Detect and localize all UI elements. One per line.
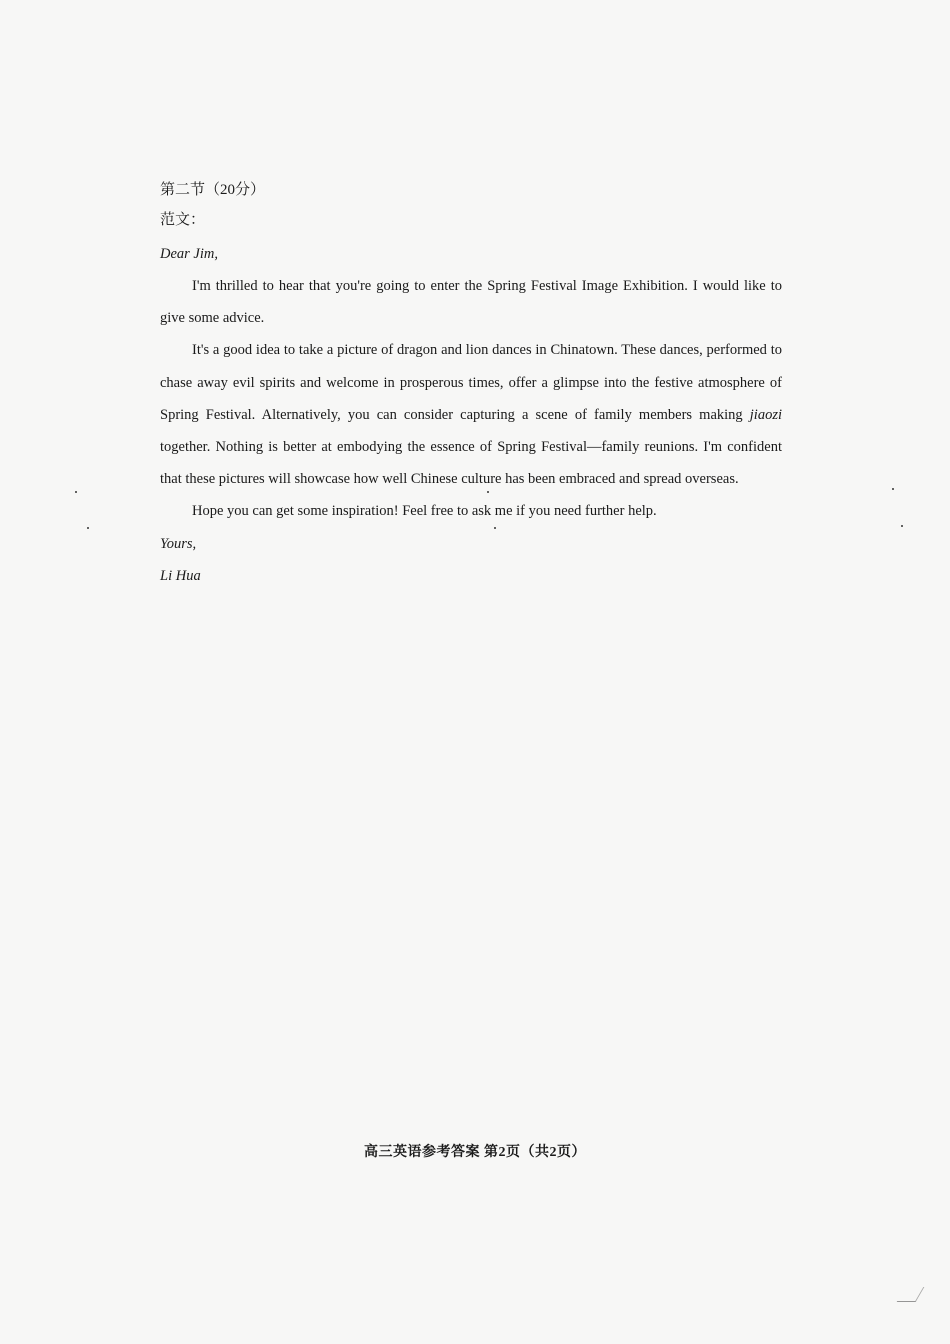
paragraph-2-text-b: together. Nothing is better at embodying the essence of Spring Festival—family reunions. I'm confident that these pictures will showcase how well Chinese culture has been embraced and spread overseas. xyxy=(160,439,782,488)
scan-speck xyxy=(75,491,77,493)
corner-scan-mark xyxy=(897,1287,925,1302)
letter-paragraph-2 xyxy=(160,334,782,495)
paragraph-2-text-a: It's a good idea to take a picture of dragon and lion dances in Chinatown. These dances, performed to chase away evil spirits and welcome in prosperous times, offer a glimpse into the festive atmosphere of Spring Festival. Alternatively, you can consider capturing a scene of family members making xyxy=(160,342,782,423)
letter-signature: Li Hua xyxy=(160,567,201,584)
italic-word-jiaozi: jiaozi xyxy=(749,406,782,423)
scan-speck xyxy=(487,491,489,493)
letter-paragraph-3: Hope you can get some inspiration! Feel free to ask me if you need further help. xyxy=(192,503,657,520)
scan-speck xyxy=(892,488,894,490)
letter-paragraph-1: I'm thrilled to hear that you're going to enter the Spring Festival Image Exhibition. I would like to give some advice. xyxy=(160,278,782,327)
model-essay-label: 范文： xyxy=(160,212,206,228)
letter-closing: Yours, xyxy=(160,535,197,552)
scan-speck xyxy=(901,525,903,527)
section-heading: 第二节（20分） xyxy=(160,182,266,198)
page-footer: 高三英语参考答案 第2页（共2页） xyxy=(364,1145,586,1160)
scan-speck xyxy=(87,527,89,529)
answer-section xyxy=(160,176,782,592)
letter-salutation: Dear Jim, xyxy=(160,246,218,262)
scan-speck xyxy=(494,527,496,529)
